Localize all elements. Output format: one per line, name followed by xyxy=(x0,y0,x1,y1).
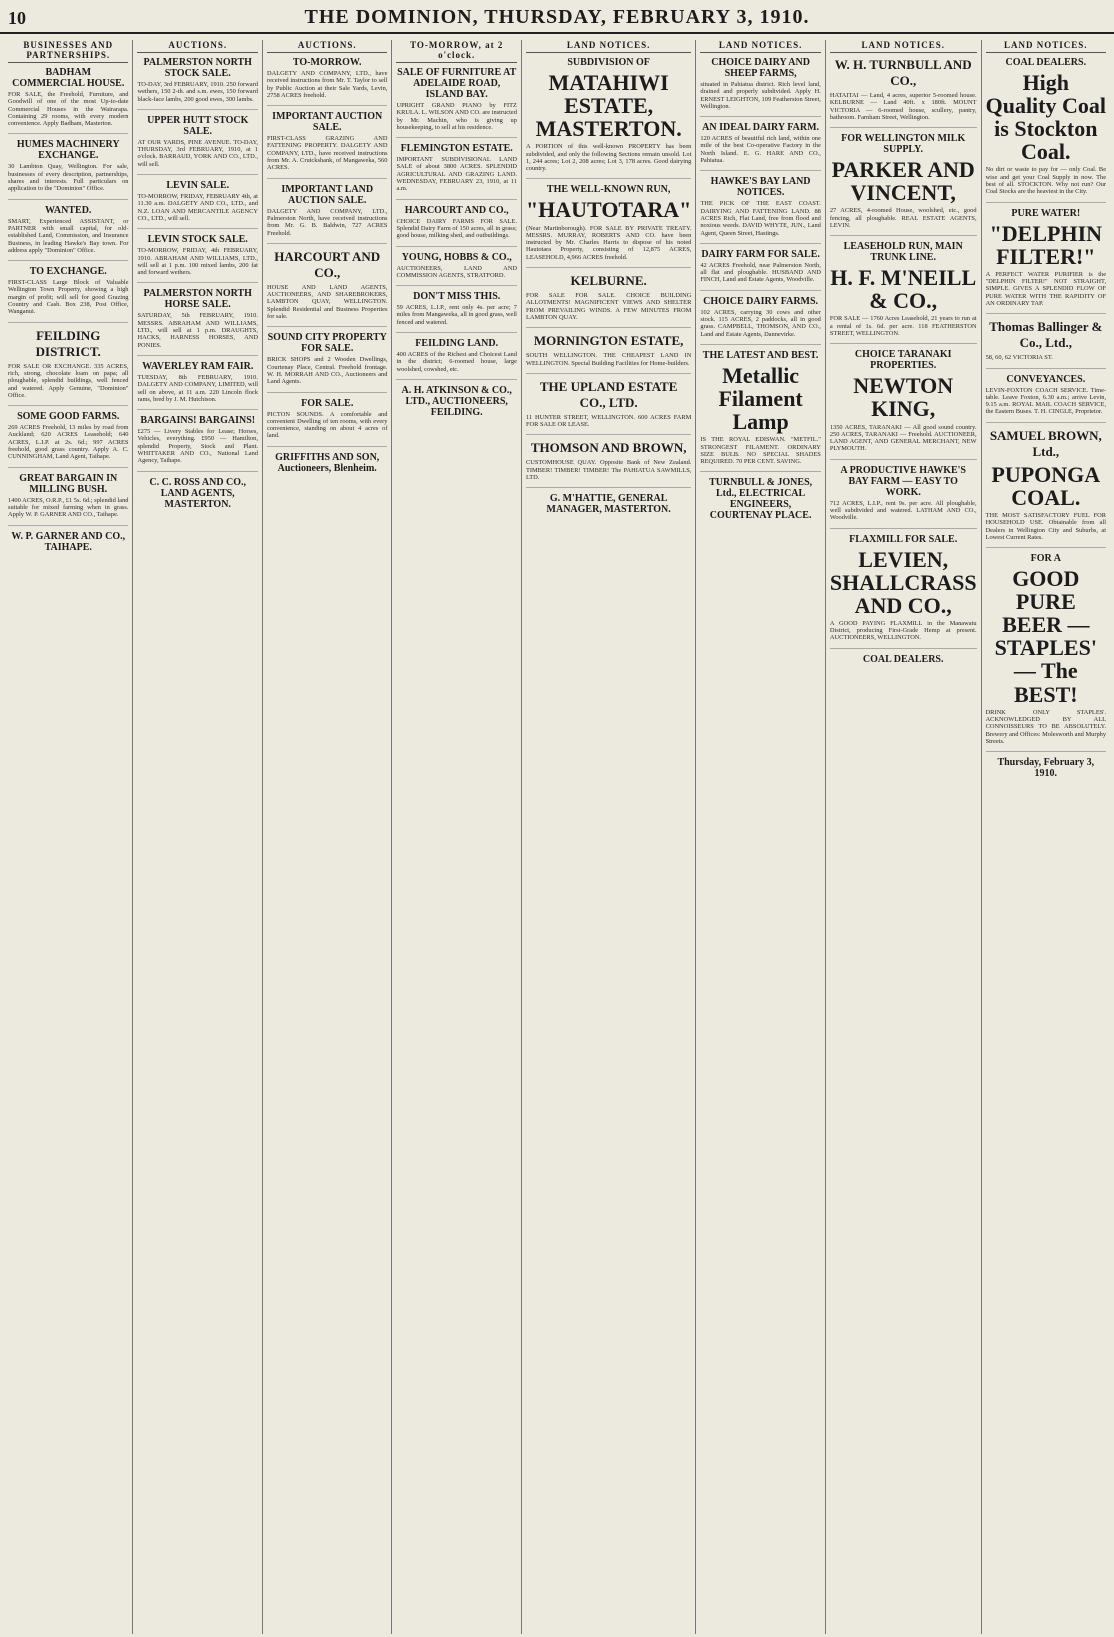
column-1 xyxy=(4,40,132,1634)
ad-body: TO-DAY, 3rd FEBRUARY, 1910. 250 forward wethers, 150 2-th. and s.m. ewes, 150 forward black-face lambs, 200 good ewes, 300 lambs. xyxy=(137,81,258,103)
ad-heading: COAL DEALERS. xyxy=(1005,57,1087,68)
ad-body: 1350 ACRES, TARANAKI — All good sound country. 250 ACRES, TARANAKI — Freehold. AUCTIONEER, LAND AGENT, AND GENERAL MERCHANT, NEW PLYMOUTH. xyxy=(829,423,977,453)
ad-body: LEVIN-FOXTON COACH SERVICE. Time-table. Leave Foxton, 6.30 a.m.; arrive Levin, 9.15 a.m. ROYAL MAIL COACH SERVICE, the Eastern Buses. T. H. CINGLE, Proprietor. xyxy=(985,386,1107,416)
ad-block xyxy=(700,350,820,472)
ad-block xyxy=(830,57,977,128)
ad-display-title: PARKER AND VINCENT, xyxy=(831,157,975,206)
ad-heading: CHOICE DAIRY FARMS. xyxy=(703,295,819,307)
ad-heading: THE LATEST AND BEST. xyxy=(702,349,819,361)
advertiser-signature: C. C. ROSS AND CO., LAND AGENTS, MASTERTON. xyxy=(149,476,247,510)
ad-block xyxy=(8,411,128,467)
ad-body: 27 ACRES, 4-roomed House, woolshed, etc., good fencing, all ploughable. REAL ESTATE AGENTS, LEVIN. xyxy=(829,207,977,229)
ad-body: AUCTIONEERS, LAND AND COMMISSION AGENTS, STRATFORD. xyxy=(396,264,517,279)
ad-block xyxy=(137,234,257,283)
column-heading: TO-MORROW, at 2 o'clock. xyxy=(396,40,516,63)
ad-block xyxy=(986,553,1106,752)
column-7 xyxy=(825,40,981,1634)
ad-body: TUESDAY, 8th FEBRUARY, 1910. DALGETY AND COMPANY, LIMITED, will sell on above, at 11 a.m. 220 Lincoln flock rams, bred by J. M. Hutchison. xyxy=(137,373,258,403)
ad-block xyxy=(8,67,128,134)
ad-display-title: Metallic Filament Lamp xyxy=(718,362,803,435)
ad-heading: IMPORTANT AUCTION SALE. xyxy=(272,111,383,134)
ad-display-title: LEVIEN, SHALLCRASS AND CO., xyxy=(829,546,977,618)
ad-heading: FOR A xyxy=(1030,553,1061,565)
ad-block xyxy=(137,361,257,410)
advertiser-signature: G. M'HATTIE, GENERAL MANAGER, MASTERTON. xyxy=(546,493,671,516)
page-title: THE DOMINION, THURSDAY, FEBRUARY 3, 1910. xyxy=(304,6,810,28)
ad-block xyxy=(137,288,257,355)
ad-display-title: MATAHIWI ESTATE, MASTERTON. xyxy=(535,70,682,142)
advertiser-signature: COAL DEALERS. xyxy=(862,653,944,665)
column-heading: LAND NOTICES. xyxy=(700,40,820,53)
ad-block xyxy=(8,139,128,199)
ad-block xyxy=(526,273,691,328)
ad-heading: HUMES MACHINERY EXCHANGE. xyxy=(16,139,120,162)
ad-body: FOR SALE, the Freehold, Furniture, and Goodwill of one of the most Up-to-date Commercial Houses in the Wairarapa. Containing 29 rooms, with every modern convenience. Apply Badham, Masterton. xyxy=(8,91,129,128)
ad-heading: BARGAINS! BARGAINS! xyxy=(140,415,256,427)
column-heading: LAND NOTICES. xyxy=(526,40,691,53)
ad-heading: SAMUEL BROWN, Ltd., xyxy=(989,427,1102,459)
ad-block xyxy=(267,249,387,327)
ad-block xyxy=(137,415,257,471)
ad-block xyxy=(986,374,1106,423)
ad-body: 120 ACRES of beautiful rich land, within one mile of the best Co-operative Factory in the North Island. E. G. HARE AND CO., Pahiatua. xyxy=(700,135,821,165)
ad-heading: THE UPLAND ESTATE CO., LTD. xyxy=(539,378,678,410)
page-number: 10 xyxy=(8,8,26,28)
ad-body: SATURDAY, 5th FEBRUARY, 1910. MESSRS. ABRAHAM AND WILLIAMS, LTD., will sell at 1 p.m. DRAUGHTS, HACKS, HARNESS HORSES, AND PONIES. xyxy=(137,312,258,349)
ad-block xyxy=(700,249,820,291)
ad-block xyxy=(830,534,977,649)
ad-body: 102 ACRES, carrying 30 cows and other stock. 115 ACRES, 2 paddocks, all in good grass. CAMPBELL, THOMSON, AND CO., Land and Estate Agents, Dannevirke. xyxy=(700,308,821,338)
ad-heading: HAWKE'S BAY LAND NOTICES. xyxy=(710,176,811,199)
ad-heading: TO EXCHANGE. xyxy=(29,266,107,278)
ad-block xyxy=(396,205,516,247)
ad-heading: CONVEYANCES. xyxy=(1006,373,1086,385)
ad-heading: BADHAM COMMERCIAL HOUSE. xyxy=(12,67,125,89)
column-6 xyxy=(695,40,824,1634)
ad-block xyxy=(137,180,257,229)
ad-heading: FOR SALE. xyxy=(301,397,354,409)
ad-block xyxy=(396,338,516,380)
ad-block xyxy=(396,252,516,287)
ad-block xyxy=(396,143,516,199)
ad-heading: LEASEHOLD RUN, MAIN TRUNK LINE. xyxy=(843,241,963,264)
ad-block xyxy=(526,440,691,488)
ad-body: A PORTION of this well-known PROPERTY has been subdivided, and only the following Sections remain unsold. Lot 1, 244 acres; Lot 2, 208 acres; Lot 3, 178 acres. Good dairying country. xyxy=(525,143,692,173)
ad-body: IMPORTANT SUBDIVISIONAL LAND SALE of about 3800 ACRES. SPLENDID AGRICULTURAL AND GRAZING LAND. WEDNESDAY, FEBRUARY 23, 1910, at 11 a.m. xyxy=(396,156,517,193)
ad-heading: GREAT BARGAIN IN MILLING BUSH. xyxy=(19,472,118,495)
ad-display-title: NEWTON KING, xyxy=(853,373,954,422)
advertiser-signature: A. H. ATKINSON & CO., LTD., AUCTIONEERS, FEILDING. xyxy=(401,384,512,418)
ad-block xyxy=(526,333,691,374)
ad-body: HATAITAI — Land, 4 acres, superior 5-roomed house. KELBURNE — Land 40ft. x 180ft. MOUNT VICTORIA — 6-roomed house, scullery, pantry, bathroom. Farnham Street, Wellington. xyxy=(829,92,977,121)
ad-body: 1400 ACRES, O.R.P., £1 5s. 6d.; splendid land suitable for mixed farming when in grass. Apply W. P. GARNER AND CO., Taihape. xyxy=(8,496,129,519)
ad-body: UPRIGHT GRAND PIANO by FITZ KRULA. L. WILSON AND CO. are instructed by Mr. Machin, who is giving up housekeeping, to sell at his residence. xyxy=(396,102,517,131)
column-5 xyxy=(521,40,695,1634)
ad-heading: THE WELL-KNOWN RUN, xyxy=(546,184,671,196)
ad-block xyxy=(267,332,387,392)
ad-heading: YOUNG, HOBBS & CO., xyxy=(401,251,512,263)
ad-block xyxy=(830,465,977,529)
ad-body: 30 Lambton Quay, Wellington. For sale, businesses of every description, partnerships, shares and interests. Full particulars on application to the "Dominion" Office. xyxy=(8,163,129,193)
ad-body: CHOICE DAIRY FARMS FOR SALE. Splendid Dairy Farm of 150 acres, all in grass; good house, milking shed, and outbuildings. xyxy=(396,217,517,240)
ad-body: HOUSE AND LAND AGENTS, AUCTIONEERS, AND SHAREBROKERS, LAMBTON QUAY, WELLINGTON. Splendid Residential and Business Properties for sale. xyxy=(266,283,388,321)
ad-heading: IMPORTANT LAND AUCTION SALE. xyxy=(281,183,374,206)
ad-body: FOR SALE — 1760 Acres Leasehold, 21 years to run at a rental of 1s. 6d. per acre. 118 FEATHERSTON STREET, WELLINGTON. xyxy=(829,315,977,338)
ad-heading: THOMSON AND BROWN, xyxy=(530,440,687,456)
ad-heading: FLEMINGTON ESTATE. xyxy=(400,143,513,155)
ad-block xyxy=(526,184,691,268)
ad-body: SOUTH WELLINGTON. THE CHEAPEST LAND IN WELLINGTON. Special Building Facilities for Home-builders. xyxy=(525,352,692,367)
ad-display-title: "HAUTOTARA" xyxy=(525,197,692,223)
ad-body: £275 — Livery Stables for Lease; Horses, Vehicles, everything. £950 — Hamilton, splendid Property, Stock and Plant. WHITTAKER AND CO., National Land Agency, Taihape. xyxy=(137,428,258,465)
ad-block xyxy=(267,111,387,178)
ad-heading: HARCOURT AND CO., xyxy=(404,204,509,216)
masthead xyxy=(0,0,1114,34)
ad-block xyxy=(396,67,516,138)
ad-body: FOR SALE FOR SALE. CHOICE BUILDING ALLOTMENTS! MAGNIFICENT VIEWS AND SHELTER FROM PREVAILING WINDS. A FEW MINUTES FROM LAMBTON QUAY. xyxy=(525,292,692,321)
ad-heading: AN IDEAL DAIRY FARM. xyxy=(702,122,820,134)
ad-display-title: PUPONGA COAL. xyxy=(991,461,1101,510)
ad-heading: UPPER HUTT STOCK SALE. xyxy=(147,114,249,137)
ad-body: THE PICK OF THE EAST COAST. DAIRYING AND FATTENING LAND. 88 ACRES Rich, Flat Land, free from flood and noxious weeds. DAVID WHYTE, JUN., Land Agent, Queen Street, Hastings. xyxy=(700,200,821,237)
ad-body: No dirt or waste to pay for — only Coal. Be wise and get your Coal Supply in now. The best of all. STOCKTON. Why not run? Our Coal Stocks are the heaviest in the City. xyxy=(985,166,1107,196)
ad-body: AT OUR YARDS, PINE AVENUE. TO-DAY, THURSDAY, 3rd FEBRUARY, 1910, at 1 o'clock. BARRAUD, YORK AND CO., LTD., will sell. xyxy=(137,138,258,168)
ad-body: 269 ACRES Freehold, 13 miles by road from Auckland; 620 ACRES Leasehold; 640 ACRES, L.I.P. at 2s. 6d.; 997 ACRES freehold, good grass country. Apply A. C. CUNNINGHAM, Land Agent, Taihape. xyxy=(8,424,129,461)
ad-body: DALGETY AND COMPANY, LTD., Palmerston North, have received instructions from Mr. G. B. Baldwin, 727 ACRES Freehold. xyxy=(266,207,388,237)
ad-block xyxy=(267,398,387,447)
ad-block xyxy=(830,133,977,236)
columns xyxy=(4,40,1110,1634)
ad-heading: SOUND CITY PROPERTY FOR SALE. xyxy=(267,332,387,355)
ad-body: 59 ACRES, L.I.P., rent only 4s. per acre; 7 miles from Mangaweka, all in good grass, well fenced and watered. xyxy=(396,304,517,326)
ad-body: CUSTOMHOUSE QUAY. Opposite Bank of New Zealand. TIMBER! TIMBER! TIMBER! The PAHIATUA SAWMILLS, LTD. xyxy=(525,459,692,482)
ad-heading: FEILDING LAND. xyxy=(415,338,499,350)
ad-body: PICTON SOUNDS. A comfortable and convenient Dwelling of ten rooms, with every convenience, standing on about 4 acres of land. xyxy=(266,410,388,440)
column-heading: AUCTIONS. xyxy=(137,40,257,53)
ad-heading: Thomas Ballinger & Co., Ltd., xyxy=(989,319,1103,351)
ad-body: 42 ACRES Freehold, near Palmerston North, all flat and ploughable. HUSBAND AND FINCH, Land and Estate Agents, Woodville. xyxy=(700,261,821,284)
ad-block xyxy=(700,296,820,345)
advertiser-signature: Thursday, February 3, 1910. xyxy=(997,757,1095,780)
ad-heading: WANTED. xyxy=(45,204,92,216)
column-heading: BUSINESSES AND PARTNERSHIPS. xyxy=(8,40,128,63)
ad-heading: FLAXMILL FOR SALE. xyxy=(849,533,958,545)
ad-block xyxy=(267,57,387,106)
ad-body: DRINK ONLY STAPLES'. ACKNOWLEDGED BY ALL CONNOISSEURS TO BE ABSOLUTELY. Brewery and Offices: Molesworth and Murphy Streets. xyxy=(985,708,1107,745)
column-heading: LAND NOTICES. xyxy=(986,40,1106,53)
ad-heading: PALMERSTON NORTH HORSE SALE. xyxy=(143,288,252,311)
ad-body: THE MOST SATISFACTORY FUEL FOR HOUSEHOLD USE. Obtainable from all Dealers in Wellington City and Suburbs, at Lowest Current Rates. xyxy=(985,511,1107,541)
ad-body: 11 HUNTER STREET, WELLINGTON. 600 ACRES FARM FOR SALE OR LEASE. xyxy=(525,413,692,429)
ad-heading: TO-MORROW. xyxy=(292,57,362,68)
ad-body: situated in Pahiatua district. Rich level land, drained and properly subdivided. Apply H. ERNEST LEIGHTON, 109 Featherston Street, Wellington. xyxy=(700,81,821,110)
ad-display-title: High Quality Coal is Stockton Coal. xyxy=(985,70,1106,165)
ad-block xyxy=(986,428,1106,548)
ad-block xyxy=(8,328,128,406)
ad-block xyxy=(830,241,977,344)
ad-heading: SUBDIVISION OF xyxy=(567,57,650,68)
ad-block xyxy=(986,208,1106,315)
advertiser-signature: GRIFFITHS AND SON, Auctioneers, Blenheim. xyxy=(275,451,380,474)
ad-block xyxy=(526,57,691,179)
ad-body: DALGETY AND COMPANY, LTD., have received instructions from Mr. T. Taylor to sell by Public Auction at their Sale Yards, Levin, 2758 ACRES freehold. xyxy=(266,70,388,99)
ad-block xyxy=(8,473,128,526)
ad-heading: LEVIN STOCK SALE. xyxy=(147,234,248,246)
column-3 xyxy=(262,40,391,1634)
ad-heading: A PRODUCTIVE HAWKE'S BAY FARM — EASY TO WORK. xyxy=(840,464,966,498)
advertiser-signature: TURNBULL & JONES, Ltd., ELECTRICAL ENGINEERS, COURTENAY PLACE. xyxy=(709,477,813,522)
ad-heading: DON'T MISS THIS. xyxy=(413,291,501,303)
ad-heading: MORNINGTON ESTATE, xyxy=(533,333,684,349)
ad-display-title: H. F. M'NEILL & CO., xyxy=(830,265,977,314)
column-heading: AUCTIONS. xyxy=(267,40,387,53)
ad-body: 400 ACRES of the Richest and Choicest Land in the district; 6-roomed house, large woolshed, cowshed, etc. xyxy=(396,351,517,373)
ad-heading: SALE OF FURNITURE AT ADELAIDE ROAD, ISLAND BAY. xyxy=(397,67,517,100)
ad-body: TO-MORROW, FRIDAY, FEBRUARY 4th, at 11.30 a.m. DALGETY AND CO., LTD., and N.Z. LOAN AND MERCANTILE AGENCY CO., LTD., will sell. xyxy=(137,193,258,222)
ad-heading: SOME GOOD FARMS. xyxy=(17,411,120,423)
ad-heading: CHOICE DAIRY AND SHEEP FARMS, xyxy=(711,57,810,79)
ad-heading: WAVERLEY RAM FAIR. xyxy=(142,360,254,372)
column-4 xyxy=(391,40,520,1634)
column-8 xyxy=(981,40,1110,1634)
ad-heading: PURE WATER! xyxy=(1011,207,1081,219)
ad-heading: FEILDING DISTRICT. xyxy=(35,327,101,359)
ad-block xyxy=(137,115,257,175)
ad-display-title: "DELPHIN FILTER!" xyxy=(989,220,1103,269)
ad-heading: DAIRY FARM FOR SALE. xyxy=(701,248,820,260)
ad-heading: HARCOURT AND CO., xyxy=(274,248,381,280)
ad-block xyxy=(137,57,257,110)
ad-block xyxy=(700,122,820,171)
advertiser-signature: W. P. GARNER AND CO., TAIHAPE. xyxy=(11,530,126,553)
ad-display-title: GOOD PURE BEER — STAPLES' — The BEST! xyxy=(994,566,1097,707)
ad-block xyxy=(396,291,516,333)
ad-body: TO-MORROW, FRIDAY, 4th FEBRUARY, 1910. ABRAHAM AND WILLIAMS, LTD., will sell at 1 p.m. 100 mixed lambs, 200 fat and forward wethers. xyxy=(137,247,258,277)
ad-heading: KELBURNE. xyxy=(570,273,647,289)
ad-body: (Near Martinborough). FOR SALE BY PRIVATE TREATY. MESSRS. MURRAY, ROBERTS AND CO. have been instructed by Mr. Charles Harris to dispose of his noted Hautotara Property, consisting of 12,875 ACRES, LEASEHOLD, 4,966 ACRES freehold. xyxy=(525,224,692,261)
column-heading: LAND NOTICES. xyxy=(830,40,977,53)
ad-heading: LEVIN SALE. xyxy=(166,180,230,192)
ad-heading: FOR WELLINGTON MILK SUPPLY. xyxy=(841,133,966,156)
ad-block xyxy=(8,266,128,322)
ad-body: A GOOD PAYING FLAXMILL in the Manawatu District, producing First-Grade Hemp at present. AUCTIONEERS, WELLINGTON. xyxy=(829,619,977,642)
ad-block xyxy=(986,319,1106,368)
ad-block xyxy=(986,57,1106,203)
ad-body: FOR SALE OR EXCHANGE. 335 ACRES, rich, strong, chocolate loam on papa; all ploughable, splendid buildings, well fenced and watered. Apply Genuine, "Dominion" Office. xyxy=(8,362,129,399)
ad-body: FIRST-CLASS Large Block of Valuable Wellington Town Property, showing a high margin of profit; will sell for good Grazing Country and Cash. Box 238, Post Office, Wanganui. xyxy=(8,279,129,316)
ad-body: A PERFECT WATER PURIFIER is the "DELPHIN FILTER!" NOT STRAIGHT, SIMPLE. GIVES A SPLENDID FLOW OF PURE WATER WITH THE RAPIDITY OF AN ORDINARY TAP. xyxy=(985,270,1107,307)
ad-body: SMART, Experienced ASSISTANT, or PARTNER with small capital, for old-established Land, Commission, and Insurance Business, in leading Hawke's Bay town. For address apply "Dominion" Office. xyxy=(8,217,129,254)
ad-body: IS THE ROYAL EDISWAN. "METFIL." STRONGEST FILAMENT. ORDINARY SIZE BULB. NO SPECIAL SHADES REQUIRED. 70 PER CENT. SAVING. xyxy=(700,436,821,466)
ad-heading: PALMERSTON NORTH STOCK SALE. xyxy=(143,57,252,79)
column-2 xyxy=(132,40,261,1634)
ad-block xyxy=(830,349,977,459)
ad-heading: CHOICE TARANAKI PROPERTIES. xyxy=(854,349,952,372)
ad-body: 58, 60, 62 VICTORIA ST. xyxy=(985,354,1053,362)
ad-block xyxy=(700,176,820,243)
ad-heading: W. H. TURNBULL AND CO., xyxy=(834,57,972,88)
ad-body: BRICK SHOPS and 2 Wooden Dwellings, Courtenay Place, Central. Freehold frontage. W. H. MORRAH AND CO., Auctioneers and Land Agents. xyxy=(266,356,388,386)
ad-block xyxy=(526,379,691,436)
ad-body: FIRST-CLASS GRAZING AND FATTENING PROPERTY. DALGETY AND COMPANY, LTD., have received instructions from Mr. A. Cruickshank, of Mangaweka, 560 ACRES. xyxy=(266,135,388,172)
ad-block xyxy=(700,57,820,117)
ad-block xyxy=(8,205,128,261)
ad-block xyxy=(267,184,387,244)
ad-body: 712 ACRES, L.I.P., rent 9s. per acre. All ploughable, well subdivided and watered. LATHAM AND CO., Woodville. xyxy=(829,499,977,522)
